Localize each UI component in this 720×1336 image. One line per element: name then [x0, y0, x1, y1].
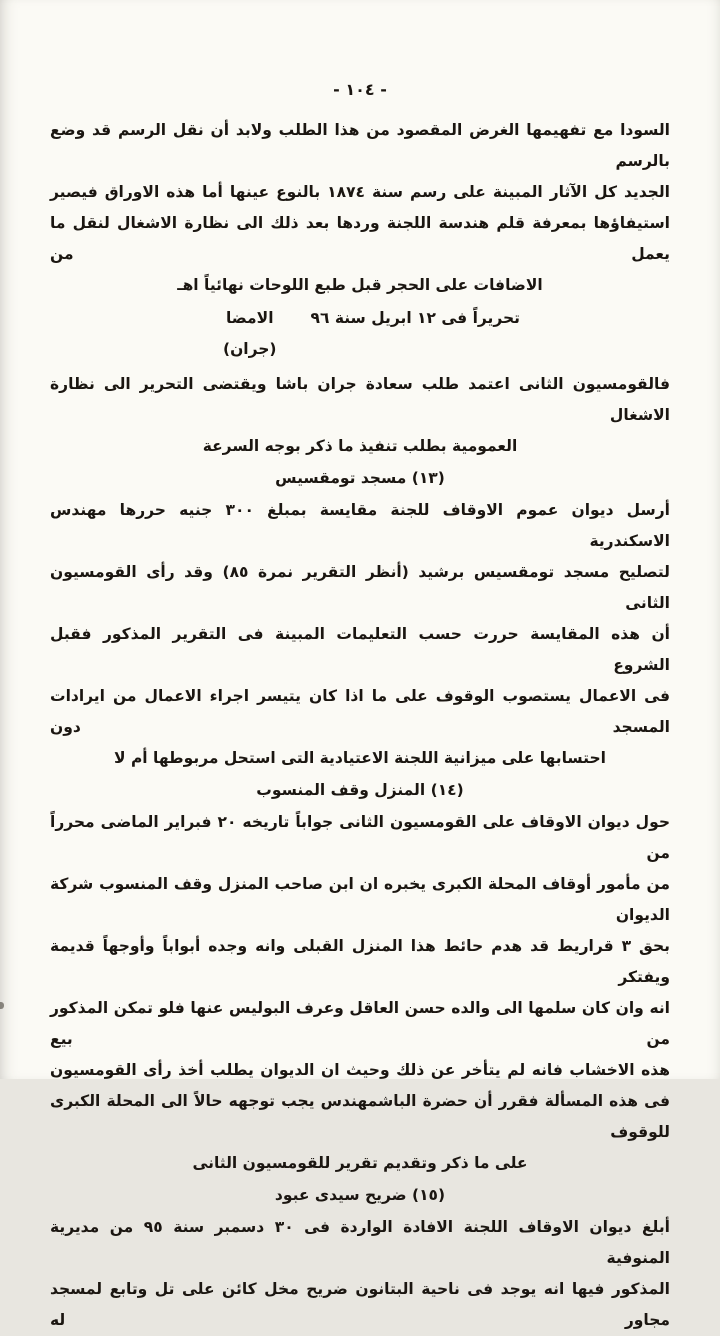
text-line: على ما ذكر وتقديم تقرير للقومسيون الثانى: [192, 1154, 528, 1172]
text-line: أبلغ ديوان الاوقاف اللجنة الافادة الواردة فى ٣٠ دسمبر سنة ٩٥ من مديرية المنوفية: [50, 1218, 670, 1267]
text-line: فى هذه المسألة فقرر أن حضرة الباشمهندس يجب توجهه حالاً الى المحلة الكبرى للوقوف: [50, 1092, 670, 1141]
signature-label: الامضا: [225, 309, 274, 327]
paragraph-section-15: [50, 1212, 670, 1336]
text-line: الجديد كل الآثار المبينة على رسم سنة ١٨٧٤ بالنوع عينها أما هذه الاوراق فيصير: [50, 183, 670, 201]
text-line: هذه الاخشاب فانه لم يتأخر عن ذلك وحيث ان الديوان يطلب أخذ رأى القومسيون: [50, 1061, 670, 1079]
text-line: حول ديوان الاوقاف على القومسيون الثانى جواباً تاريخه ٢٠ فبراير الماضى محرراً من: [50, 813, 670, 862]
paragraph-commission-decision: [50, 369, 670, 462]
paragraph-section-14: [50, 807, 670, 1179]
date-signature-row: [50, 303, 670, 365]
paragraph-report-conclusion: [50, 115, 670, 301]
text-line: أرسل ديوان عموم الاوقاف للجنة مقايسة بمبلغ ٣٠٠ جنيه حررها مهندس الاسكندرية: [50, 501, 670, 550]
paragraph-section-13: [50, 495, 670, 774]
text-line: فى الاعمال يستصوب الوقوف على ما اذا كان يتيسر اجراء الاعمال من ايرادات المسجد دون: [50, 687, 670, 736]
text-line: الاضافات على الحجر قبل طبع اللوحات نهائياً اهـ: [177, 276, 543, 294]
signature-block: [223, 303, 277, 365]
scan-artifact-speck: [0, 1002, 4, 1009]
section-heading-14: (١٤) المنزل وقف المنسوب: [256, 781, 464, 799]
text-line: احتسابها على ميزانية اللجنة الاعتيادية التى استحل مربوطها أم لا: [114, 749, 606, 767]
page-number: - ١٠٤ -: [333, 80, 387, 99]
text-line: فالقومسيون الثانى اعتمد طلب سعادة جران باشا ويقتضى التحرير الى نظارة الاشغال: [50, 375, 670, 424]
text-line: أن هذه المقايسة حررت حسب التعليمات المبينة فى التقرير المذكور فقبل الشروع: [50, 625, 670, 674]
text-line: المذكور فيها انه يوجد فى ناحية البتانون ضريح مخل كائن على تل وتابع لمسجد مجاور له: [50, 1280, 670, 1329]
date-line: تحريراً فى ١٢ ابريل سنة ٩٦: [310, 309, 520, 327]
section-heading-13: (١٣) مسجد تومقسيس: [275, 469, 445, 487]
text-line: انه وان كان سلمها الى والده حسن العاقل وعرف البوليس عنها فلو تمكن المذكور من بيع: [50, 999, 670, 1048]
text-block: [50, 115, 670, 1336]
text-line: من مأمور أوقاف المحلة الكبرى يخبره ان ابن صاحب المنزل وقف المنسوب شركة الديوان: [50, 875, 670, 924]
text-line: العمومية بطلب تنفيذ ما ذكر بوجه السرعة: [202, 437, 518, 455]
section-heading-15: (١٥) ضريح سيدى عبود: [274, 1186, 446, 1204]
text-line: لتصليح مسجد تومقسيس برشيد (أنظر التقرير نمرة ٨٥) وقد رأى القومسيون الثانى: [50, 563, 671, 612]
text-line: السودا مع تفهيمها الغرض المقصود من هذا الطلب ولابد أن نقل الرسم قد وضع بالرسم: [50, 121, 670, 170]
text-line: استيفاؤها بمعرفة قلم هندسة اللجنة وردها بعد ذلك الى نظارة الاشغال لنقل ما يعمل من: [50, 214, 670, 263]
text-line: بحق ٣ قراريط قد هدم حائط هذا المنزل القبلى وانه وجده أبواباً وأوجهاً قديمة ويفتكر: [50, 937, 670, 986]
signature-name: (جران): [222, 340, 277, 358]
